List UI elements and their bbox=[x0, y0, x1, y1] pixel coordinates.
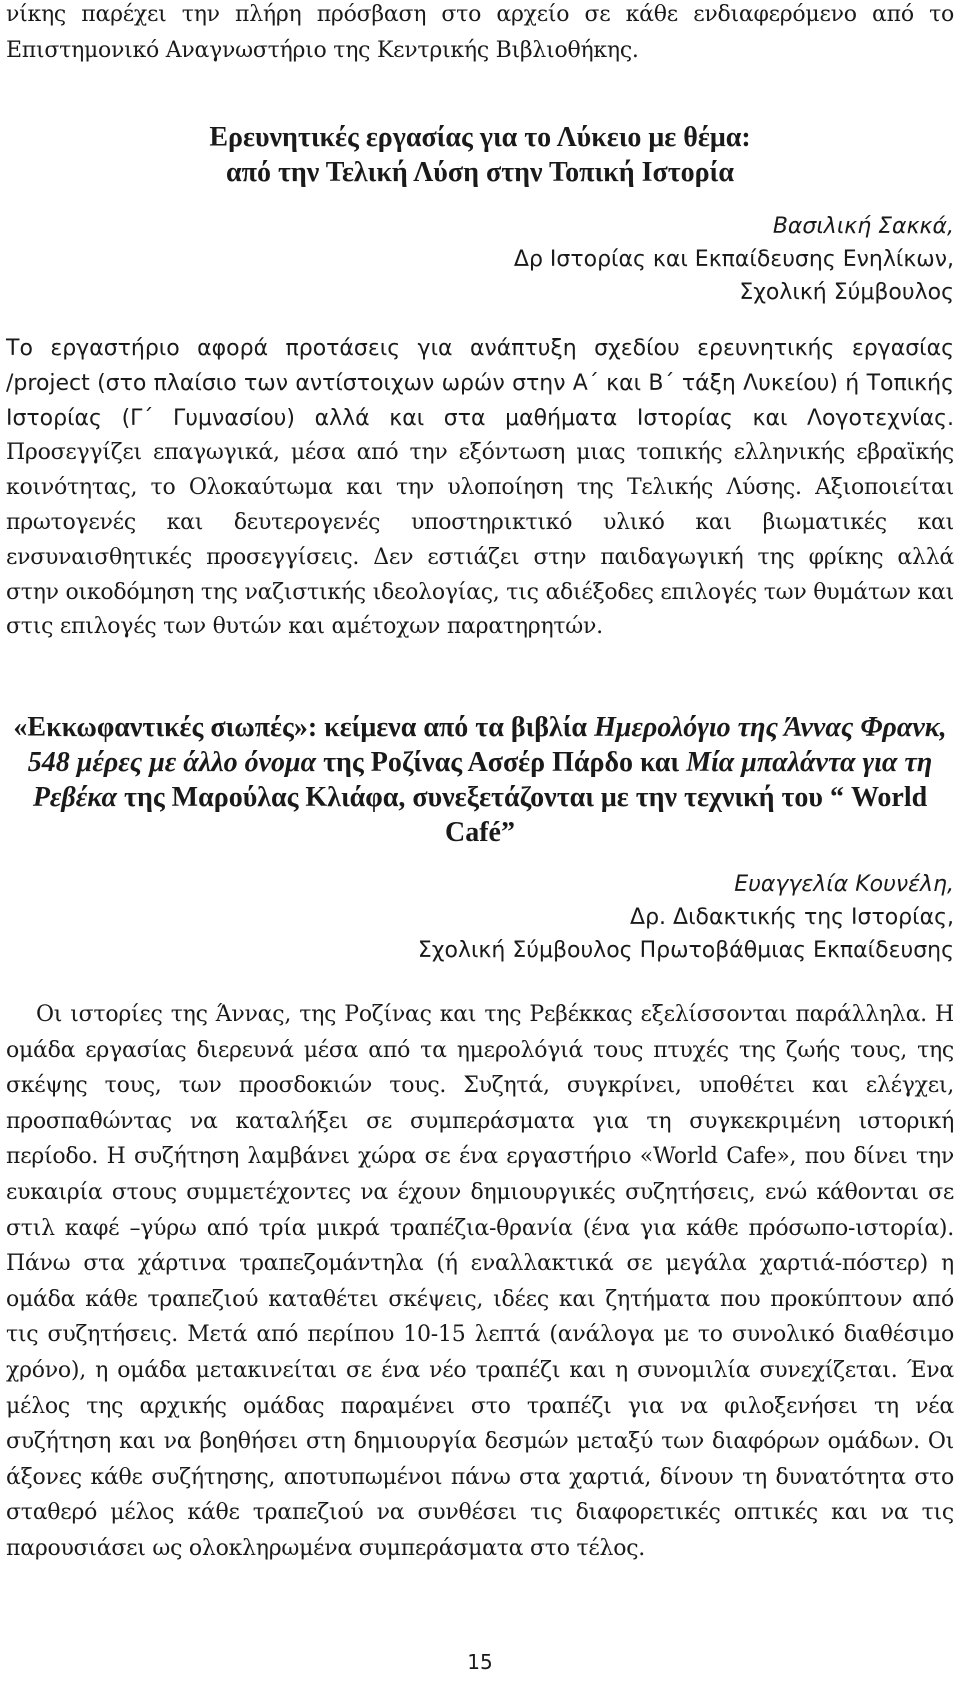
article1-title bbox=[6, 120, 954, 190]
article2-book1-title: Ημερολόγιο της Άννας Φρανκ, 548 μέρες με άλλο όνομα bbox=[27, 712, 947, 778]
article1-title-line1: Ερευνητικές εργασίας για το Λύκειο με θέμα: bbox=[209, 122, 751, 153]
article2-title bbox=[6, 710, 954, 850]
article1-abstract bbox=[6, 332, 954, 645]
article1-byline bbox=[6, 210, 954, 309]
article2-title-c: της Ροζίνας Ασσέρ Πάρδο και bbox=[316, 747, 687, 778]
page-number: 15 bbox=[467, 1650, 493, 1674]
article2-affiliation1: Δρ. Διδακτικής της Ιστορίας, bbox=[630, 905, 954, 930]
article1-abstract-part1: Το εργαστήριο αφορά προτάσεις για ανάπτυξη σχεδίου ερευνητικής εργασίας /project (στο πλαίσιο των αντίστοιχων ωρών στην Α΄ και Β΄ τάξη Λυκείου) ή Τοπικής Ιστορίας (Γ΄ Γυμνασίου) αλλά και στα μαθήματα Ιστορίας και Λογοτεχνίας. bbox=[6, 336, 954, 431]
article2-title-e: της Μαρούλας Κλιάφα, συνεξετάζονται με την τεχνική του “ World Café” bbox=[117, 782, 928, 848]
intro-paragraph: νίκης παρέχει την πλήρη πρόσβαση στο αρχείο σε κάθε ενδιαφερόμενο από το Επιστημονικό Αναγνωστήριο της Κεντρικής Βιβλιοθήκης. bbox=[6, 2, 954, 63]
article2-book2-title: Μία μπαλάντα για τη Ρεβέκα bbox=[32, 747, 933, 813]
article1-affiliation2: Σχολική Σύμβουλος bbox=[739, 280, 954, 305]
article1-title-line2: από την Τελική Λύση στην Τοπική Ιστορία bbox=[226, 157, 734, 188]
article2-title-a: «Εκκωφαντικές σιωπές»: κείμενα από τα βιβλία bbox=[13, 712, 595, 743]
article2-author: Ευαγγελία Κουνέλη, bbox=[734, 872, 954, 897]
article1-author: Βασιλική Σακκά, bbox=[772, 214, 954, 239]
article1-affiliation1: Δρ Ιστορίας και Εκπαίδευσης Ενηλίκων, bbox=[513, 247, 954, 272]
article1-abstract-part2: Προσεγγίζει επαγωγικά, μέσα από την εξόντωση μιας τοπικής ελληνικής εβραϊκής κοινότητας, το Ολοκαύτωμα και την υλοποίηση της Τελικής Λύσης. Αξιοποιείται πρωτογενές και δευτερογενές υποστηρικτικό υλικό και βιωματικές και ενσυναισθητικές προσεγγίσεις. Δεν εστιάζει στην παιδαγωγική της φρίκης αλλά στην οικοδόμηση της ναζιστικής ιδεολογίας, τις αδιέξοδες επιλογές των θυμάτων και στις επιλογές των θυτών και αμέτοχων παρατηρητών. bbox=[6, 440, 954, 640]
article2-byline bbox=[6, 868, 954, 967]
article2-abstract: Οι ιστορίες της Άννας, της Ροζίνας και της Ρεβέκκας εξελίσσονται παράλληλα. Η ομάδα εργασίας διερευνά μέσα από τα ημερολόγιά τους πτυχές της ζωής τους, της σκέψης τους, των προσδοκιών τους. Συζητά, συγκρίνει, υποθέτει και ελέγχει, προσπαθώντας να καταλήξει σε συμπεράσματα για τη συγκεκριμένη ιστορική περίοδο. Η συζήτηση λαμβάνει χώρα σε ένα εργαστήριο «World Cafe», που δίνει την ευκαιρία στους συμμετέχοντες να έχουν δημιουργικές συζητήσεις, ενώ κάθονται σε στιλ καφέ –γύρω από τρία μικρά τραπέζια-θρανία (ένα για κάθε πρόσωπο-ιστορία). Πάνω στα χάρτινα τραπεζομάντηλα (ή εναλλακτικά σε μεγάλα χαρτιά-πόστερ) η ομάδα κάθε τραπεζιού καταθέτει σκέψεις, ιδέες και ζητήματα που προκύπτουν από τις συζητήσεις. Μετά από περίπου 10-15 λεπτά (ανάλογα με το συνολικό διαθέσιμο χρόνο), η ομάδα μετακινείται σε ένα νέο τραπέζι και η συνομιλία συνεχίζεται. Ένα μέλος της αρχικής ομάδας παραμένει στο τραπέζι για να φιλοξενήσει τη νέα συζήτηση και να βοηθήσει στη δημιουργία δεσμών μεταξύ των διαφόρων ομάδων. Οι άξονες κάθε συζήτησης, αποτυπωμένοι πάνω στα χαρτιά, δίνουν τη δυνατότητα στο σταθερό μέλος κάθε τραπεζιού να συνθέσει τις διαφορετικές οπτικές και να τις παρουσιάσει ως ολοκληρωμένα συμπεράσματα στο τέλος. bbox=[6, 1002, 954, 1561]
article2-affiliation2: Σχολική Σύμβουλος Πρωτοβάθμιας Εκπαίδευσης bbox=[417, 938, 954, 963]
